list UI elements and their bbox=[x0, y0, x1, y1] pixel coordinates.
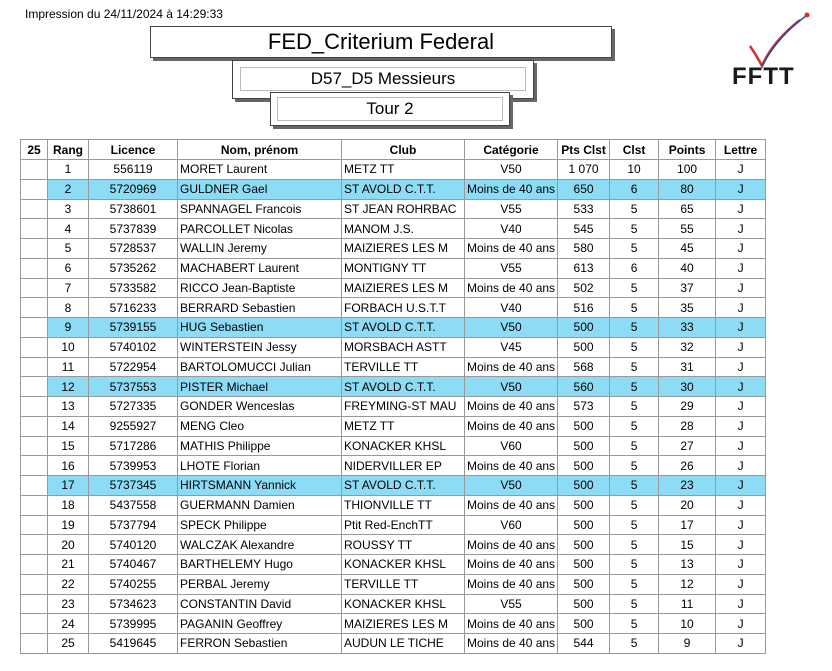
cell-rang: 14 bbox=[48, 416, 89, 436]
cell-categorie: Moins de 40 ans bbox=[465, 574, 558, 594]
cell-licence: 5733582 bbox=[89, 278, 178, 298]
cell-nom: PERBAL Jeremy bbox=[178, 574, 342, 594]
cell-licence: 5727335 bbox=[89, 397, 178, 417]
cell-club: ST AVOLD C.T.T. bbox=[342, 179, 465, 199]
cell-rang: 8 bbox=[48, 298, 89, 318]
cell-lettre: J bbox=[716, 258, 766, 278]
cell-blank bbox=[21, 614, 48, 634]
cell-points: 35 bbox=[659, 298, 716, 318]
table-row bbox=[21, 357, 766, 377]
cell-blank bbox=[21, 416, 48, 436]
cell-clst: 5 bbox=[610, 318, 659, 338]
cell-rang: 3 bbox=[48, 199, 89, 219]
table-row bbox=[21, 476, 766, 496]
cell-lettre: J bbox=[716, 495, 766, 515]
cell-pts-clst: 500 bbox=[558, 318, 610, 338]
cell-club: FORBACH U.S.T.T bbox=[342, 298, 465, 318]
logo-ball bbox=[805, 13, 810, 18]
cell-pts-clst: 560 bbox=[558, 377, 610, 397]
cell-lettre: J bbox=[716, 476, 766, 496]
cell-pts-clst: 613 bbox=[558, 258, 610, 278]
table-row bbox=[21, 337, 766, 357]
cell-pts-clst: 533 bbox=[558, 199, 610, 219]
cell-licence: 5728537 bbox=[89, 239, 178, 259]
cell-clst: 5 bbox=[610, 397, 659, 417]
cell-rang: 7 bbox=[48, 278, 89, 298]
cell-licence: 5722954 bbox=[89, 357, 178, 377]
cell-club: ST AVOLD C.T.T. bbox=[342, 476, 465, 496]
cell-lettre: J bbox=[716, 397, 766, 417]
cell-lettre: J bbox=[716, 318, 766, 338]
cell-categorie: Moins de 40 ans bbox=[465, 634, 558, 654]
cell-nom: PISTER Michael bbox=[178, 377, 342, 397]
logo-text: FFTT bbox=[732, 63, 795, 88]
cell-blank bbox=[21, 555, 48, 575]
cell-nom: MACHABERT Laurent bbox=[178, 258, 342, 278]
cell-licence: 5734623 bbox=[89, 594, 178, 614]
cell-nom: MATHIS Philippe bbox=[178, 436, 342, 456]
cell-points: 31 bbox=[659, 357, 716, 377]
cell-nom: RICCO Jean-Baptiste bbox=[178, 278, 342, 298]
cell-blank bbox=[21, 318, 48, 338]
header-count: 25 bbox=[21, 140, 48, 160]
cell-clst: 5 bbox=[610, 357, 659, 377]
cell-pts-clst: 500 bbox=[558, 456, 610, 476]
cell-clst: 5 bbox=[610, 614, 659, 634]
cell-nom: MORET Laurent bbox=[178, 160, 342, 180]
cell-lettre: J bbox=[716, 515, 766, 535]
cell-rang: 22 bbox=[48, 574, 89, 594]
table-row bbox=[21, 298, 766, 318]
header-nom: Nom, prénom bbox=[178, 140, 342, 160]
cell-points: 17 bbox=[659, 515, 716, 535]
cell-pts-clst: 545 bbox=[558, 219, 610, 239]
cell-rang: 15 bbox=[48, 436, 89, 456]
cell-licence: 5419645 bbox=[89, 634, 178, 654]
cell-nom: SPANNAGEL Francois bbox=[178, 199, 342, 219]
cell-licence: 9255927 bbox=[89, 416, 178, 436]
cell-blank bbox=[21, 357, 48, 377]
cell-categorie: V50 bbox=[465, 160, 558, 180]
cell-nom: BARTOLOMUCCI Julian bbox=[178, 357, 342, 377]
cell-clst: 6 bbox=[610, 258, 659, 278]
cell-categorie: V40 bbox=[465, 298, 558, 318]
cell-club: TERVILLE TT bbox=[342, 574, 465, 594]
cell-nom: HUG Sebastien bbox=[178, 318, 342, 338]
cell-blank bbox=[21, 456, 48, 476]
cell-pts-clst: 500 bbox=[558, 436, 610, 456]
cell-pts-clst: 500 bbox=[558, 535, 610, 555]
cell-points: 28 bbox=[659, 416, 716, 436]
cell-pts-clst: 500 bbox=[558, 594, 610, 614]
cell-club: MANOM J.S. bbox=[342, 219, 465, 239]
cell-lettre: J bbox=[716, 634, 766, 654]
cell-lettre: J bbox=[716, 199, 766, 219]
cell-club: Ptit Red-EnchTT bbox=[342, 515, 465, 535]
cell-pts-clst: 500 bbox=[558, 495, 610, 515]
cell-club: NIDERVILLER EP bbox=[342, 456, 465, 476]
cell-licence: 5739155 bbox=[89, 318, 178, 338]
cell-licence: 5740102 bbox=[89, 337, 178, 357]
cell-rang: 13 bbox=[48, 397, 89, 417]
cell-points: 100 bbox=[659, 160, 716, 180]
cell-blank bbox=[21, 179, 48, 199]
cell-categorie: Moins de 40 ans bbox=[465, 456, 558, 476]
cell-blank bbox=[21, 219, 48, 239]
cell-rang: 24 bbox=[48, 614, 89, 634]
cell-blank bbox=[21, 160, 48, 180]
cell-blank bbox=[21, 495, 48, 515]
table-row bbox=[21, 555, 766, 575]
cell-points: 12 bbox=[659, 574, 716, 594]
cell-pts-clst: 500 bbox=[558, 555, 610, 575]
cell-categorie: V50 bbox=[465, 377, 558, 397]
cell-points: 40 bbox=[659, 258, 716, 278]
cell-blank bbox=[21, 298, 48, 318]
cell-club: KONACKER KHSL bbox=[342, 436, 465, 456]
cell-categorie: V55 bbox=[465, 199, 558, 219]
table-row bbox=[21, 397, 766, 417]
table-row bbox=[21, 160, 766, 180]
cell-points: 23 bbox=[659, 476, 716, 496]
cell-nom: WALLIN Jeremy bbox=[178, 239, 342, 259]
cell-lettre: J bbox=[716, 614, 766, 634]
cell-blank bbox=[21, 239, 48, 259]
cell-licence: 5737794 bbox=[89, 515, 178, 535]
cell-categorie: V55 bbox=[465, 594, 558, 614]
cell-clst: 5 bbox=[610, 436, 659, 456]
cell-licence: 5738601 bbox=[89, 199, 178, 219]
cell-club: ST JEAN ROHRBAC bbox=[342, 199, 465, 219]
cell-lettre: J bbox=[716, 574, 766, 594]
cell-rang: 23 bbox=[48, 594, 89, 614]
cell-points: 65 bbox=[659, 199, 716, 219]
cell-licence: 5717286 bbox=[89, 436, 178, 456]
cell-club: METZ TT bbox=[342, 160, 465, 180]
cell-pts-clst: 502 bbox=[558, 278, 610, 298]
cell-club: MAIZIERES LES M bbox=[342, 239, 465, 259]
cell-lettre: J bbox=[716, 239, 766, 259]
cell-nom: BARTHELEMY Hugo bbox=[178, 555, 342, 575]
cell-licence: 5740255 bbox=[89, 574, 178, 594]
cell-clst: 5 bbox=[610, 456, 659, 476]
cell-pts-clst: 500 bbox=[558, 416, 610, 436]
cell-lettre: J bbox=[716, 160, 766, 180]
table-row bbox=[21, 239, 766, 259]
cell-lettre: J bbox=[716, 298, 766, 318]
cell-rang: 17 bbox=[48, 476, 89, 496]
table-row bbox=[21, 219, 766, 239]
cell-pts-clst: 500 bbox=[558, 337, 610, 357]
cell-categorie: Moins de 40 ans bbox=[465, 357, 558, 377]
cell-blank bbox=[21, 199, 48, 219]
cell-pts-clst: 568 bbox=[558, 357, 610, 377]
cell-lettre: J bbox=[716, 357, 766, 377]
cell-clst: 5 bbox=[610, 199, 659, 219]
cell-blank bbox=[21, 476, 48, 496]
cell-points: 13 bbox=[659, 555, 716, 575]
cell-blank bbox=[21, 535, 48, 555]
cell-club: TERVILLE TT bbox=[342, 357, 465, 377]
cell-categorie: Moins de 40 ans bbox=[465, 495, 558, 515]
cell-pts-clst: 500 bbox=[558, 476, 610, 496]
cell-clst: 6 bbox=[610, 179, 659, 199]
cell-rang: 16 bbox=[48, 456, 89, 476]
cell-lettre: J bbox=[716, 377, 766, 397]
cell-categorie: V45 bbox=[465, 337, 558, 357]
cell-rang: 10 bbox=[48, 337, 89, 357]
cell-clst: 5 bbox=[610, 298, 659, 318]
cell-nom: CONSTANTIN David bbox=[178, 594, 342, 614]
cell-points: 80 bbox=[659, 179, 716, 199]
cell-lettre: J bbox=[716, 278, 766, 298]
cell-rang: 20 bbox=[48, 535, 89, 555]
cell-categorie: Moins de 40 ans bbox=[465, 535, 558, 555]
cell-licence: 5739995 bbox=[89, 614, 178, 634]
print-date: Impression du 24/11/2024 à 14:29:33 bbox=[25, 7, 223, 21]
cell-blank bbox=[21, 397, 48, 417]
cell-club: FREYMING-ST MAU bbox=[342, 397, 465, 417]
cell-categorie: V50 bbox=[465, 476, 558, 496]
cell-nom: PAGANIN Geoffrey bbox=[178, 614, 342, 634]
cell-nom: FERRON Sebastien bbox=[178, 634, 342, 654]
cell-rang: 25 bbox=[48, 634, 89, 654]
cell-rang: 21 bbox=[48, 555, 89, 575]
cell-lettre: J bbox=[716, 594, 766, 614]
cell-clst: 5 bbox=[610, 377, 659, 397]
cell-categorie: V55 bbox=[465, 258, 558, 278]
cell-club: MORSBACH ASTT bbox=[342, 337, 465, 357]
cell-points: 11 bbox=[659, 594, 716, 614]
cell-rang: 11 bbox=[48, 357, 89, 377]
cell-categorie: Moins de 40 ans bbox=[465, 179, 558, 199]
cell-clst: 5 bbox=[610, 555, 659, 575]
cell-blank bbox=[21, 377, 48, 397]
cell-nom: BERRARD Sebastien bbox=[178, 298, 342, 318]
cell-rang: 12 bbox=[48, 377, 89, 397]
cell-blank bbox=[21, 337, 48, 357]
cell-nom: GUERMANN Damien bbox=[178, 495, 342, 515]
header-lettre: Lettre bbox=[716, 140, 766, 160]
cell-licence: 5740467 bbox=[89, 555, 178, 575]
cell-club: KONACKER KHSL bbox=[342, 594, 465, 614]
cell-pts-clst: 573 bbox=[558, 397, 610, 417]
cell-licence: 5716233 bbox=[89, 298, 178, 318]
cell-nom: PARCOLLET Nicolas bbox=[178, 219, 342, 239]
cell-clst: 5 bbox=[610, 495, 659, 515]
table-row bbox=[21, 318, 766, 338]
table-row bbox=[21, 634, 766, 654]
cell-club: THIONVILLE TT bbox=[342, 495, 465, 515]
table-row bbox=[21, 278, 766, 298]
cell-categorie: Moins de 40 ans bbox=[465, 555, 558, 575]
cell-lettre: J bbox=[716, 219, 766, 239]
cell-blank bbox=[21, 258, 48, 278]
header-club: Club bbox=[342, 140, 465, 160]
cell-pts-clst: 1 070 bbox=[558, 160, 610, 180]
cell-points: 37 bbox=[659, 278, 716, 298]
header-rang: Rang bbox=[48, 140, 89, 160]
table-row bbox=[21, 515, 766, 535]
cell-categorie: V60 bbox=[465, 515, 558, 535]
cell-club: ST AVOLD C.T.T. bbox=[342, 377, 465, 397]
cell-licence: 5740120 bbox=[89, 535, 178, 555]
cell-lettre: J bbox=[716, 337, 766, 357]
cell-rang: 4 bbox=[48, 219, 89, 239]
cell-points: 30 bbox=[659, 377, 716, 397]
cell-nom: GONDER Wenceslas bbox=[178, 397, 342, 417]
cell-nom: HIRTSMANN Yannick bbox=[178, 476, 342, 496]
header-licence: Licence bbox=[89, 140, 178, 160]
page-title: FED_Criterium Federal bbox=[150, 26, 612, 58]
fftt-logo bbox=[728, 6, 814, 88]
cell-clst: 5 bbox=[610, 239, 659, 259]
cell-rang: 5 bbox=[48, 239, 89, 259]
cell-blank bbox=[21, 634, 48, 654]
cell-pts-clst: 544 bbox=[558, 634, 610, 654]
cell-pts-clst: 516 bbox=[558, 298, 610, 318]
table-row bbox=[21, 594, 766, 614]
cell-categorie: Moins de 40 ans bbox=[465, 614, 558, 634]
cell-categorie: Moins de 40 ans bbox=[465, 397, 558, 417]
round-box bbox=[270, 92, 510, 126]
cell-points: 9 bbox=[659, 634, 716, 654]
cell-lettre: J bbox=[716, 535, 766, 555]
cell-categorie: Moins de 40 ans bbox=[465, 239, 558, 259]
cell-points: 26 bbox=[659, 456, 716, 476]
table-row bbox=[21, 495, 766, 515]
cell-clst: 5 bbox=[610, 278, 659, 298]
cell-blank bbox=[21, 436, 48, 456]
cell-points: 10 bbox=[659, 614, 716, 634]
cell-rang: 1 bbox=[48, 160, 89, 180]
cell-rang: 18 bbox=[48, 495, 89, 515]
cell-blank bbox=[21, 574, 48, 594]
cell-pts-clst: 500 bbox=[558, 614, 610, 634]
cell-licence: 5737553 bbox=[89, 377, 178, 397]
results-table bbox=[20, 139, 766, 654]
cell-nom: MENG Cleo bbox=[178, 416, 342, 436]
cell-points: 15 bbox=[659, 535, 716, 555]
cell-clst: 10 bbox=[610, 160, 659, 180]
table-header-row bbox=[21, 140, 766, 160]
table-row bbox=[21, 416, 766, 436]
cell-nom: WINTERSTEIN Jessy bbox=[178, 337, 342, 357]
cell-club: ROUSSY TT bbox=[342, 535, 465, 555]
cell-nom: SPECK Philippe bbox=[178, 515, 342, 535]
cell-blank bbox=[21, 515, 48, 535]
cell-points: 33 bbox=[659, 318, 716, 338]
cell-rang: 9 bbox=[48, 318, 89, 338]
cell-clst: 5 bbox=[610, 594, 659, 614]
cell-pts-clst: 500 bbox=[558, 574, 610, 594]
cell-rang: 6 bbox=[48, 258, 89, 278]
cell-rang: 19 bbox=[48, 515, 89, 535]
cell-points: 55 bbox=[659, 219, 716, 239]
cell-clst: 5 bbox=[610, 416, 659, 436]
cell-nom: LHOTE Florian bbox=[178, 456, 342, 476]
cell-club: AUDUN LE TICHE bbox=[342, 634, 465, 654]
cell-blank bbox=[21, 594, 48, 614]
cell-nom: GULDNER Gael bbox=[178, 179, 342, 199]
cell-club: KONACKER KHSL bbox=[342, 555, 465, 575]
logo-swoosh-blue bbox=[762, 16, 806, 66]
table-row bbox=[21, 614, 766, 634]
cell-categorie: Moins de 40 ans bbox=[465, 416, 558, 436]
table-row bbox=[21, 199, 766, 219]
cell-licence: 5735262 bbox=[89, 258, 178, 278]
cell-clst: 5 bbox=[610, 219, 659, 239]
header-pts-clst: Pts Clst bbox=[558, 140, 610, 160]
table-row bbox=[21, 535, 766, 555]
cell-licence: 5437558 bbox=[89, 495, 178, 515]
cell-points: 27 bbox=[659, 436, 716, 456]
cell-categorie: Moins de 40 ans bbox=[465, 278, 558, 298]
cell-pts-clst: 650 bbox=[558, 179, 610, 199]
cell-licence: 5737345 bbox=[89, 476, 178, 496]
cell-categorie: V40 bbox=[465, 219, 558, 239]
cell-clst: 5 bbox=[610, 574, 659, 594]
header-points: Points bbox=[659, 140, 716, 160]
cell-categorie: V60 bbox=[465, 436, 558, 456]
cell-lettre: J bbox=[716, 555, 766, 575]
cell-club: METZ TT bbox=[342, 416, 465, 436]
cell-licence: 556119 bbox=[89, 160, 178, 180]
cell-clst: 5 bbox=[610, 476, 659, 496]
table-row bbox=[21, 574, 766, 594]
subtitle: D57_D5 Messieurs bbox=[240, 67, 526, 91]
cell-points: 32 bbox=[659, 337, 716, 357]
cell-licence: 5739953 bbox=[89, 456, 178, 476]
cell-pts-clst: 500 bbox=[558, 515, 610, 535]
cell-nom: WALCZAK Alexandre bbox=[178, 535, 342, 555]
cell-points: 45 bbox=[659, 239, 716, 259]
cell-club: MAIZIERES LES M bbox=[342, 278, 465, 298]
table-row bbox=[21, 377, 766, 397]
cell-licence: 5737839 bbox=[89, 219, 178, 239]
round-label: Tour 2 bbox=[277, 97, 503, 121]
cell-lettre: J bbox=[716, 456, 766, 476]
table-row bbox=[21, 179, 766, 199]
cell-rang: 2 bbox=[48, 179, 89, 199]
table-row bbox=[21, 436, 766, 456]
header-categorie: Catégorie bbox=[465, 140, 558, 160]
cell-clst: 5 bbox=[610, 337, 659, 357]
cell-club: MAIZIERES LES M bbox=[342, 614, 465, 634]
cell-club: MONTIGNY TT bbox=[342, 258, 465, 278]
table-row bbox=[21, 456, 766, 476]
cell-pts-clst: 580 bbox=[558, 239, 610, 259]
cell-points: 29 bbox=[659, 397, 716, 417]
cell-blank bbox=[21, 278, 48, 298]
cell-points: 20 bbox=[659, 495, 716, 515]
header-clst: Clst bbox=[610, 140, 659, 160]
cell-clst: 5 bbox=[610, 515, 659, 535]
cell-lettre: J bbox=[716, 416, 766, 436]
cell-licence: 5720969 bbox=[89, 179, 178, 199]
cell-clst: 5 bbox=[610, 535, 659, 555]
cell-club: ST AVOLD C.T.T. bbox=[342, 318, 465, 338]
cell-categorie: V50 bbox=[465, 318, 558, 338]
cell-clst: 5 bbox=[610, 634, 659, 654]
table-row bbox=[21, 258, 766, 278]
cell-lettre: J bbox=[716, 436, 766, 456]
cell-lettre: J bbox=[716, 179, 766, 199]
